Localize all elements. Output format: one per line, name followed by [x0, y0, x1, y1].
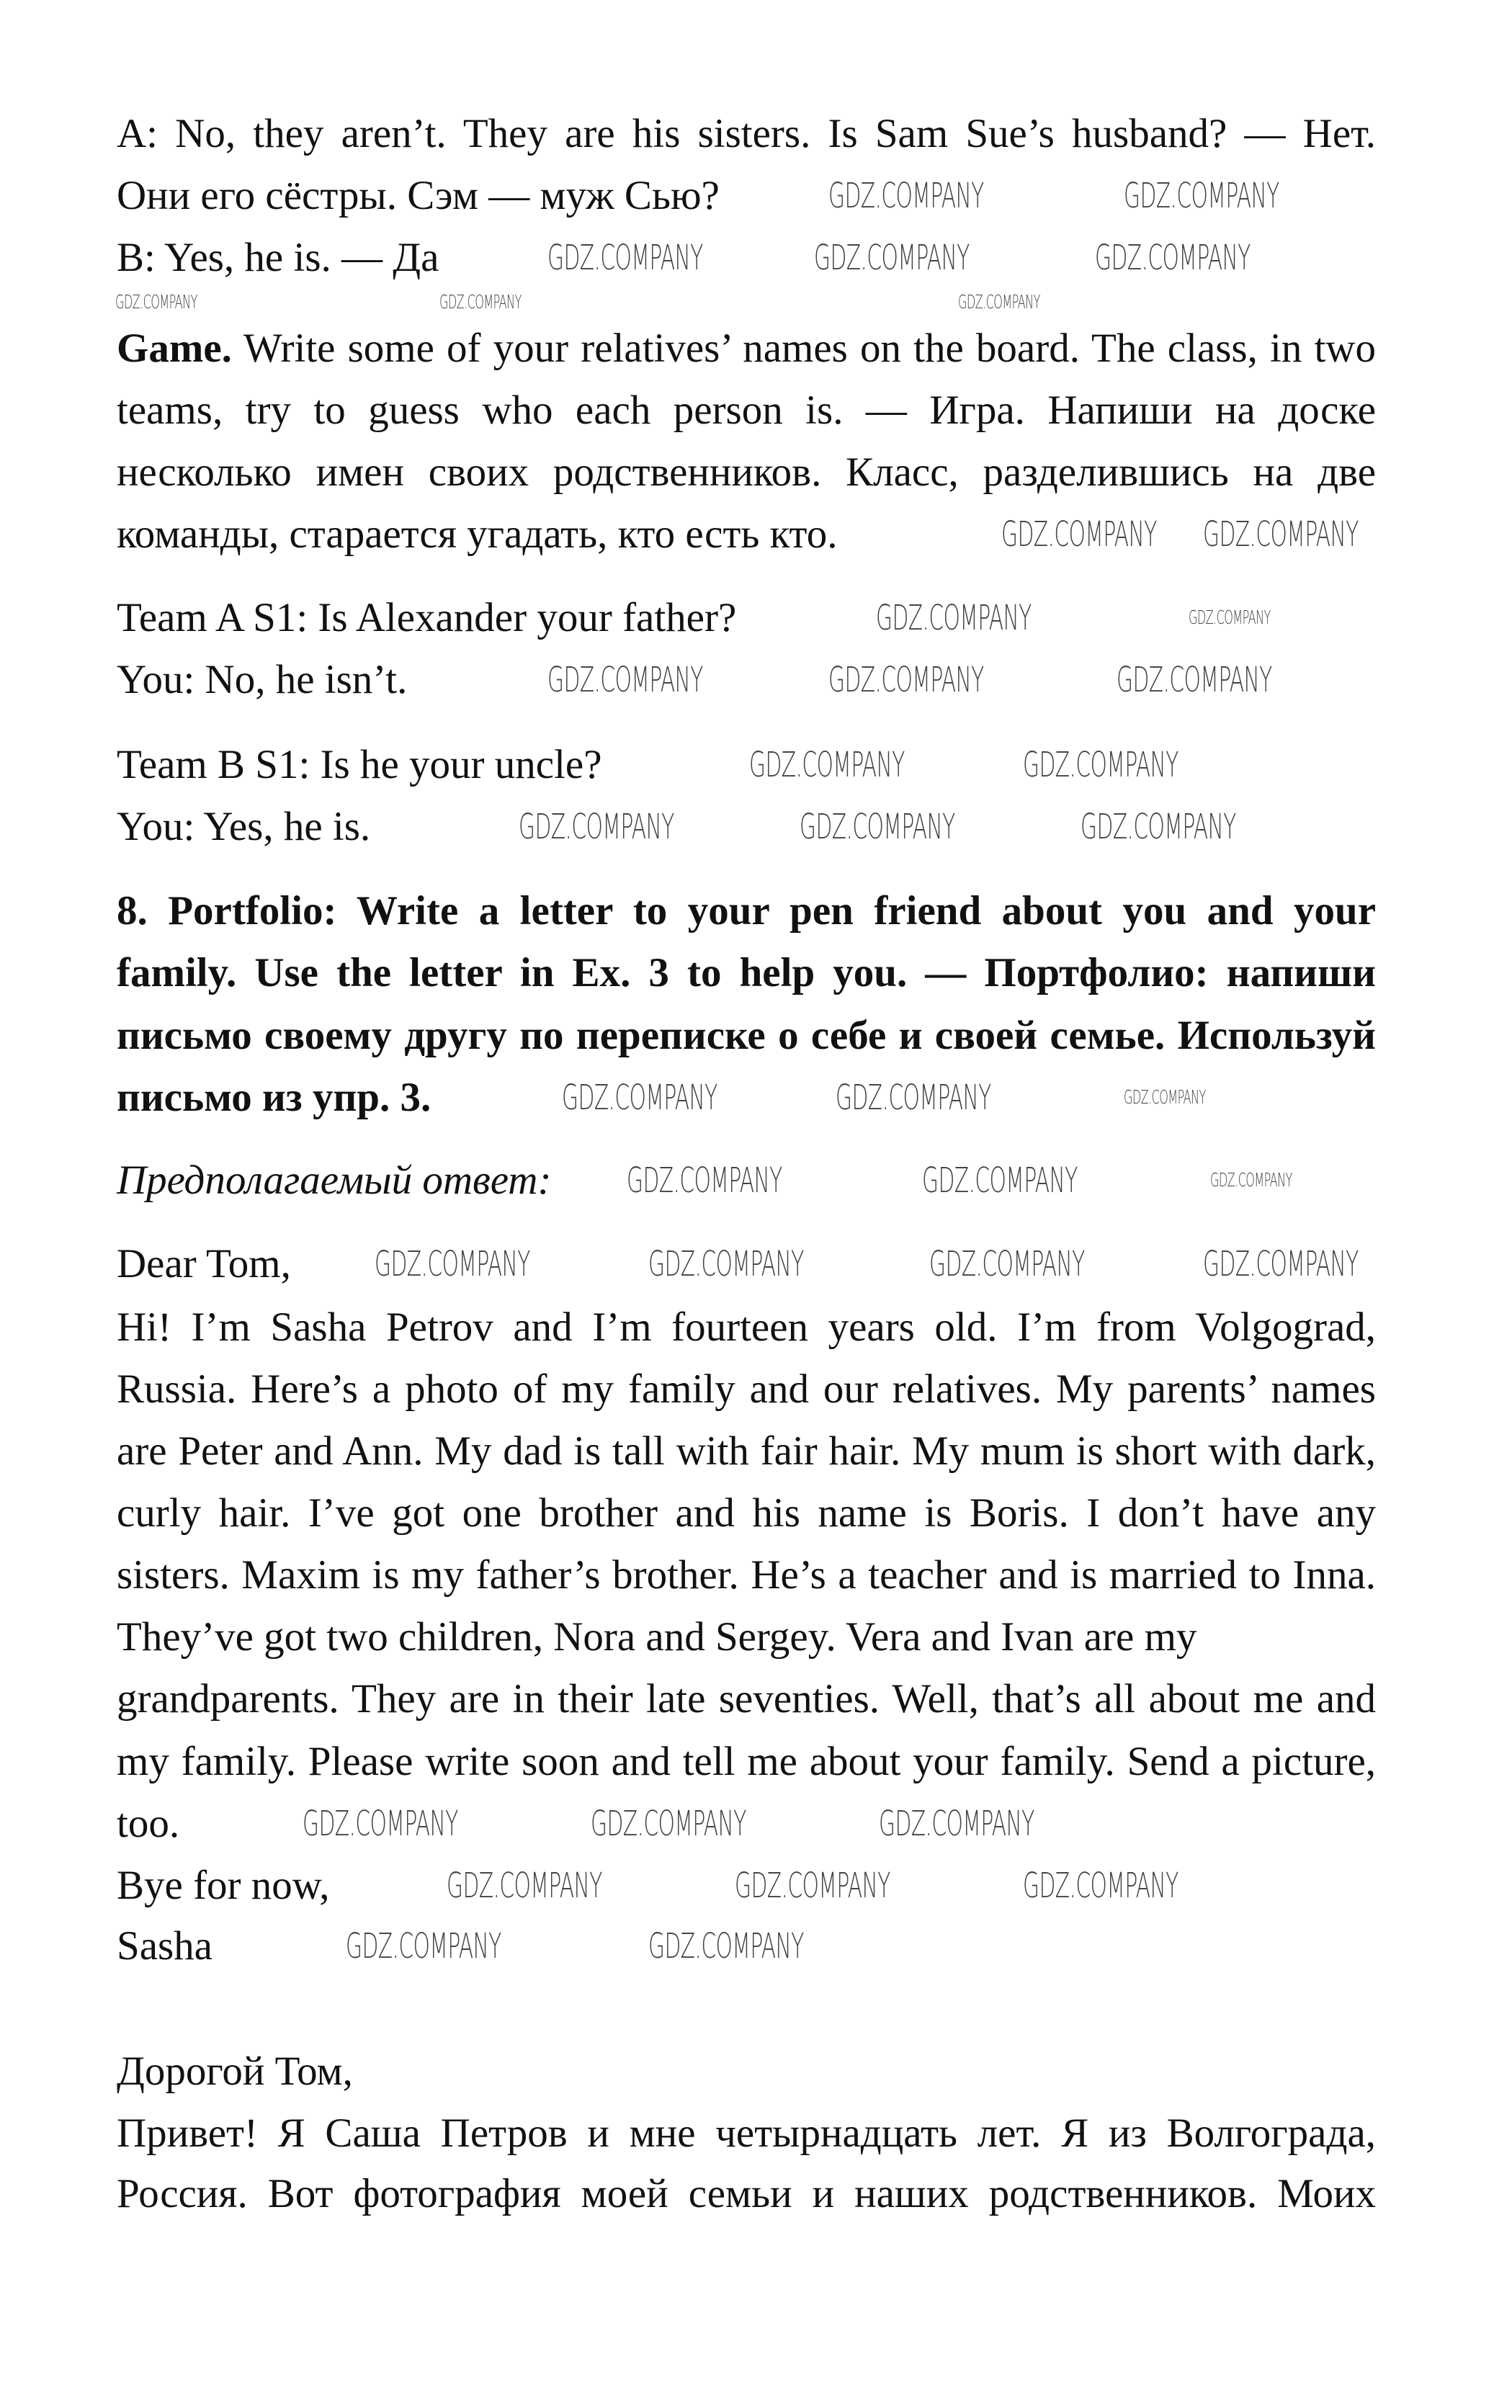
watermark: GDZ.COMPANY [800, 807, 955, 847]
watermark: GDZ.COMPANY [375, 1244, 530, 1284]
watermark: GDZ.COMPANY [836, 1078, 991, 1118]
text-line: They’ve got two children, Nora and Sergey. Vera and Ivan are my [117, 1614, 1197, 1660]
watermark: GDZ.COMPANY [1203, 514, 1359, 555]
text-line: Dear Tom, [117, 1241, 291, 1286]
exercise-heading-line: family. Use the letter in Ex. 3 to help you. — Портфолио: напиши [117, 950, 1376, 995]
watermark: GDZ.COMPANY [1001, 514, 1157, 555]
text-line: Team B S1: Is he your uncle? [117, 742, 602, 787]
watermark: GDZ.COMPANY [929, 1244, 1085, 1284]
answer-label: Предполагаемый ответ: [117, 1158, 552, 1203]
watermark: GDZ.COMPANY [1117, 660, 1272, 700]
watermark: GDZ.COMPANY [519, 807, 674, 847]
text-line: teams, try to guess who each person is. — Игра. Напиши на доске [117, 388, 1376, 433]
watermark: GDZ.COMPANY [1124, 176, 1279, 216]
text-line: команды, старается угадать, кто есть кто. [117, 511, 838, 557]
text-line: Россия. Вот фотография моей семьи и наших родственников. Моих [117, 2171, 1376, 2216]
text-line: несколько имен своих родственников. Класс, разделившись на две [117, 449, 1376, 495]
watermark: GDZ.COMPANY [648, 1926, 804, 1966]
text-line: You: No, he isn’t. [117, 657, 408, 702]
watermark: GDZ.COMPANY [814, 238, 970, 278]
watermark: GDZ.COMPANY [562, 1078, 717, 1118]
watermark: GDZ.COMPANY [1023, 745, 1178, 785]
watermark: GDZ.COMPANY [735, 1866, 890, 1906]
text-line: are Peter and Ann. My dad is tall with fair hair. My mum is short with dark, [117, 1428, 1376, 1474]
watermark: GDZ.COMPANY [749, 745, 905, 785]
watermark: GDZ.COMPANY [922, 1160, 1078, 1201]
watermark: GDZ.COMPANY [115, 292, 197, 313]
text-line: You: Yes, he is. [117, 804, 371, 849]
watermark: GDZ.COMPANY [876, 598, 1032, 638]
watermark: GDZ.COMPANY [1095, 238, 1251, 278]
text-line: my family. Please write soon and tell me about your family. Send a picture, [117, 1739, 1376, 1784]
watermark: GDZ.COMPANY [547, 238, 703, 278]
text-line: Russia. Here’s a photo of my family and our relatives. My parents’ names [117, 1366, 1376, 1412]
text-line: Дорогой Том, [117, 2049, 353, 2094]
watermark: GDZ.COMPANY [439, 292, 522, 313]
watermark: GDZ.COMPANY [346, 1926, 501, 1966]
watermark: GDZ.COMPANY [591, 1804, 746, 1844]
text-line: grandparents. They are in their late seventies. Well, that’s all about me and [117, 1676, 1376, 1722]
watermark: GDZ.COMPANY [958, 292, 1040, 313]
exercise-heading-line: письмо своему другу по переписке о себе и своей семье. Используй [117, 1013, 1376, 1058]
watermark: GDZ.COMPANY [547, 660, 703, 700]
watermark: GDZ.COMPANY [1124, 1087, 1206, 1109]
exercise-heading-line: 8. Portfolio: Write a letter to your pen friend about you and your [117, 888, 1376, 934]
text-line: Hi! I’m Sasha Petrov and I’m fourteen years old. I’m from Volgograd, [117, 1304, 1376, 1350]
text-line: B: Yes, he is. — Да [117, 235, 439, 280]
text-line: A: No, they aren’t. They are his sisters. Is Sam Sue’s husband? — Нет. [117, 111, 1376, 156]
text-line: too. [117, 1801, 180, 1846]
watermark: GDZ.COMPANY [1081, 807, 1236, 847]
text-line: Они его сёстры. Сэм — муж Сью? [117, 173, 720, 218]
exercise-heading-line: письмо из упр. 3. [117, 1075, 431, 1120]
game-paragraph-line [117, 323, 1376, 374]
game-label: Game. [117, 326, 232, 371]
watermark: GDZ.COMPANY [1203, 1244, 1359, 1284]
text-line: Привет! Я Саша Петров и мне четырнадцать лет. Я из Волгограда, [117, 2111, 1376, 2156]
watermark: GDZ.COMPANY [1023, 1866, 1178, 1906]
watermark: GDZ.COMPANY [648, 1244, 804, 1284]
watermark: GDZ.COMPANY [828, 176, 984, 216]
watermark: GDZ.COMPANY [879, 1804, 1034, 1844]
text-line: sisters. Maxim is my father’s brother. He’s a teacher and is married to Inna. [117, 1552, 1376, 1598]
watermark: GDZ.COMPANY [447, 1866, 602, 1906]
watermark: GDZ.COMPANY [303, 1804, 458, 1844]
text-line: Bye for now, [117, 1863, 330, 1908]
text-span: Write some of your relatives’ names on the board. The class, in two [243, 326, 1376, 371]
text-line: curly hair. I’ve got one brother and his name is Boris. I don’t have any [117, 1490, 1376, 1536]
watermark: GDZ.COMPANY [1210, 1170, 1292, 1191]
watermark: GDZ.COMPANY [627, 1160, 782, 1201]
text-line: Team A S1: Is Alexander your father? [117, 595, 737, 640]
watermark: GDZ.COMPANY [1189, 607, 1271, 629]
watermark: GDZ.COMPANY [828, 660, 984, 700]
text-line: Sasha [117, 1923, 213, 1969]
